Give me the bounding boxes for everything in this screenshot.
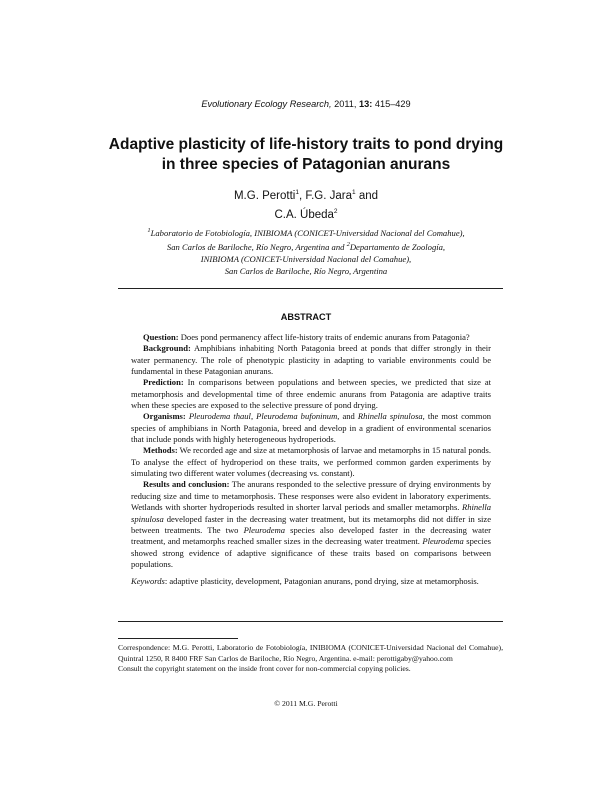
results-text-a: The anurans responded to the selective pressure of drying environments by reducing size and time to metamorphosis. These responses were also evident in laboratory experiments. Wetlands with shorter hydroperiods resulted in shorter larval periods and smaller metamorphs. <box>131 479 491 513</box>
keywords-label: Keywords <box>131 576 165 587</box>
organisms-sep-2: , and <box>337 411 358 422</box>
paper-title <box>100 135 512 175</box>
species-2: Pleurodema bufoninum <box>256 411 338 422</box>
author-separator: , <box>298 189 306 202</box>
results-species-3: Pleurodema <box>422 536 464 547</box>
affil-text-1: Laboratorio de Fotobiología, INIBIOMA (CONICET-Universidad Nacional del Comahue), <box>150 227 465 238</box>
title-line-2: in three species of Patagonian anurans <box>161 156 451 173</box>
species-1: Pleurodema thaul <box>188 411 251 422</box>
author-list <box>0 185 612 223</box>
organisms-label: Organisms: <box>143 411 186 422</box>
author-1: M.G. Perotti <box>233 189 296 202</box>
results-species-2: Pleurodema <box>243 524 286 535</box>
affiliation-line-3: INIBIOMA (CONICET-Universidad Nacional del Comahue), <box>200 253 412 264</box>
affil-sup-1: 1 <box>147 227 151 234</box>
organisms-text: , the most common species of amphibians in North Patagonia, breed and develop in a gradient of environmental scenarios that include ponds with highly heterogeneous hydroperiods. <box>131 411 491 445</box>
abstract-question <box>131 332 491 343</box>
abstract-results <box>131 479 491 570</box>
results-label: Results and conclusion: <box>143 479 230 490</box>
affiliation-line-4: San Carlos de Bariloche, Río Negro, Argentina <box>224 265 388 276</box>
rule-top <box>118 288 503 289</box>
correspondence-text: Correspondence: M.G. Perotti, Laboratorio de Fotobiología, INIBIOMA (CONICET-Universidad Nacional del Comahue), Quintral 1250, R 8400 FRF San Carlos de Bariloche, Río Negro, Argentina. e-mail: perottigaby@yahoo.com <box>118 643 503 663</box>
methods-label: Methods: <box>143 445 178 456</box>
journal-citation <box>0 99 612 109</box>
question-label: Question: <box>143 332 179 342</box>
affil-sup-2: 2 <box>346 241 350 249</box>
author-3: C.A. Úbeda <box>274 208 334 221</box>
background-label: Background: <box>143 343 191 354</box>
results-text-d: species showed strong evidence of adaptive significance of these traits based on comparisons between populations. <box>131 536 491 569</box>
results-species-1: Rhinella spinulosa <box>131 502 491 524</box>
organisms-sep-1: , <box>250 411 257 422</box>
journal-name: Evolutionary Ecology Research, <box>201 99 332 109</box>
abstract-prediction <box>131 377 491 411</box>
author-1-sup: 1 <box>295 189 299 196</box>
keywords-text: : adaptive plasticity, development, Patagonian anurans, pond drying, size at metamorphosis. <box>164 576 479 587</box>
question-text: Does pond permanency affect life-history traits of endemic anurans from Patagonia? <box>178 332 470 342</box>
author-2: F.G. Jara <box>305 189 352 202</box>
correspondence-footnote <box>118 643 503 675</box>
journal-volume: 13: <box>359 99 373 109</box>
journal-pages: 415–429 <box>374 99 411 109</box>
results-text-c: species also developed faster in the decreasing water treatment, and metamorphs reached smaller sizes in the decreasing water treatment. <box>131 524 491 547</box>
abstract-organisms <box>131 411 491 445</box>
prediction-label: Prediction: <box>143 377 184 388</box>
author-and: and <box>355 189 379 202</box>
prediction-text: In comparisons between populations and between species, we predicted that size at metamorphosis and developmental time of three endemic anurans from Patagonia are adaptive traits when these species are exposed to the selective pressure of pond drying. <box>131 377 491 411</box>
abstract-methods <box>131 445 491 479</box>
abstract-background <box>131 343 491 377</box>
footnote-rule <box>118 638 238 639</box>
journal-year: 2011, <box>334 99 357 109</box>
abstract-keywords <box>131 576 491 587</box>
author-line-2 <box>0 204 612 223</box>
author-3-sup: 2 <box>333 207 338 215</box>
copyright-line: © 2011 M.G. Perotti <box>274 699 338 708</box>
author-2-sup: 1 <box>352 189 356 196</box>
background-text: Amphibians inhabiting North Patagonia breed at ponds that differ strongly in their water permanency. The role of phenotypic plasticity in adapting to variable environments could be fundamental in these Patagonian anurans. <box>131 343 491 377</box>
methods-text: We recorded age and size at metamorphosis of larvae and metamorphs in 15 natural ponds. To analyse the effect of hydroperiod on these traits, we performed common garden experiments by simulating two different water volumes (decreasing vs. constant). <box>131 445 491 479</box>
affiliation-line-1 <box>110 225 502 239</box>
abstract-heading: ABSTRACT <box>280 312 332 322</box>
affil-text-2b: Departamento de Zoología, <box>349 242 446 253</box>
abstract-body <box>131 332 491 588</box>
species-3: Rhinella spinulosa <box>357 411 423 422</box>
title-line-1: Adaptive plasticity of life-history traits to pond drying <box>108 136 504 153</box>
affiliations <box>110 225 502 277</box>
results-text-b: developed faster in the decreasing water treatment, but its metamorphs did not differ in size between treatments. The two <box>131 513 491 535</box>
affiliation-line-2 <box>110 239 502 253</box>
copyright-policy-note: Consult the copyright statement on the inside front cover for non-commercial copying policies. <box>118 664 411 674</box>
affil-text-2a: San Carlos de Bariloche, Río Negro, Argentina and <box>166 242 347 253</box>
rule-bottom <box>118 621 503 622</box>
author-line-1 <box>0 185 612 204</box>
